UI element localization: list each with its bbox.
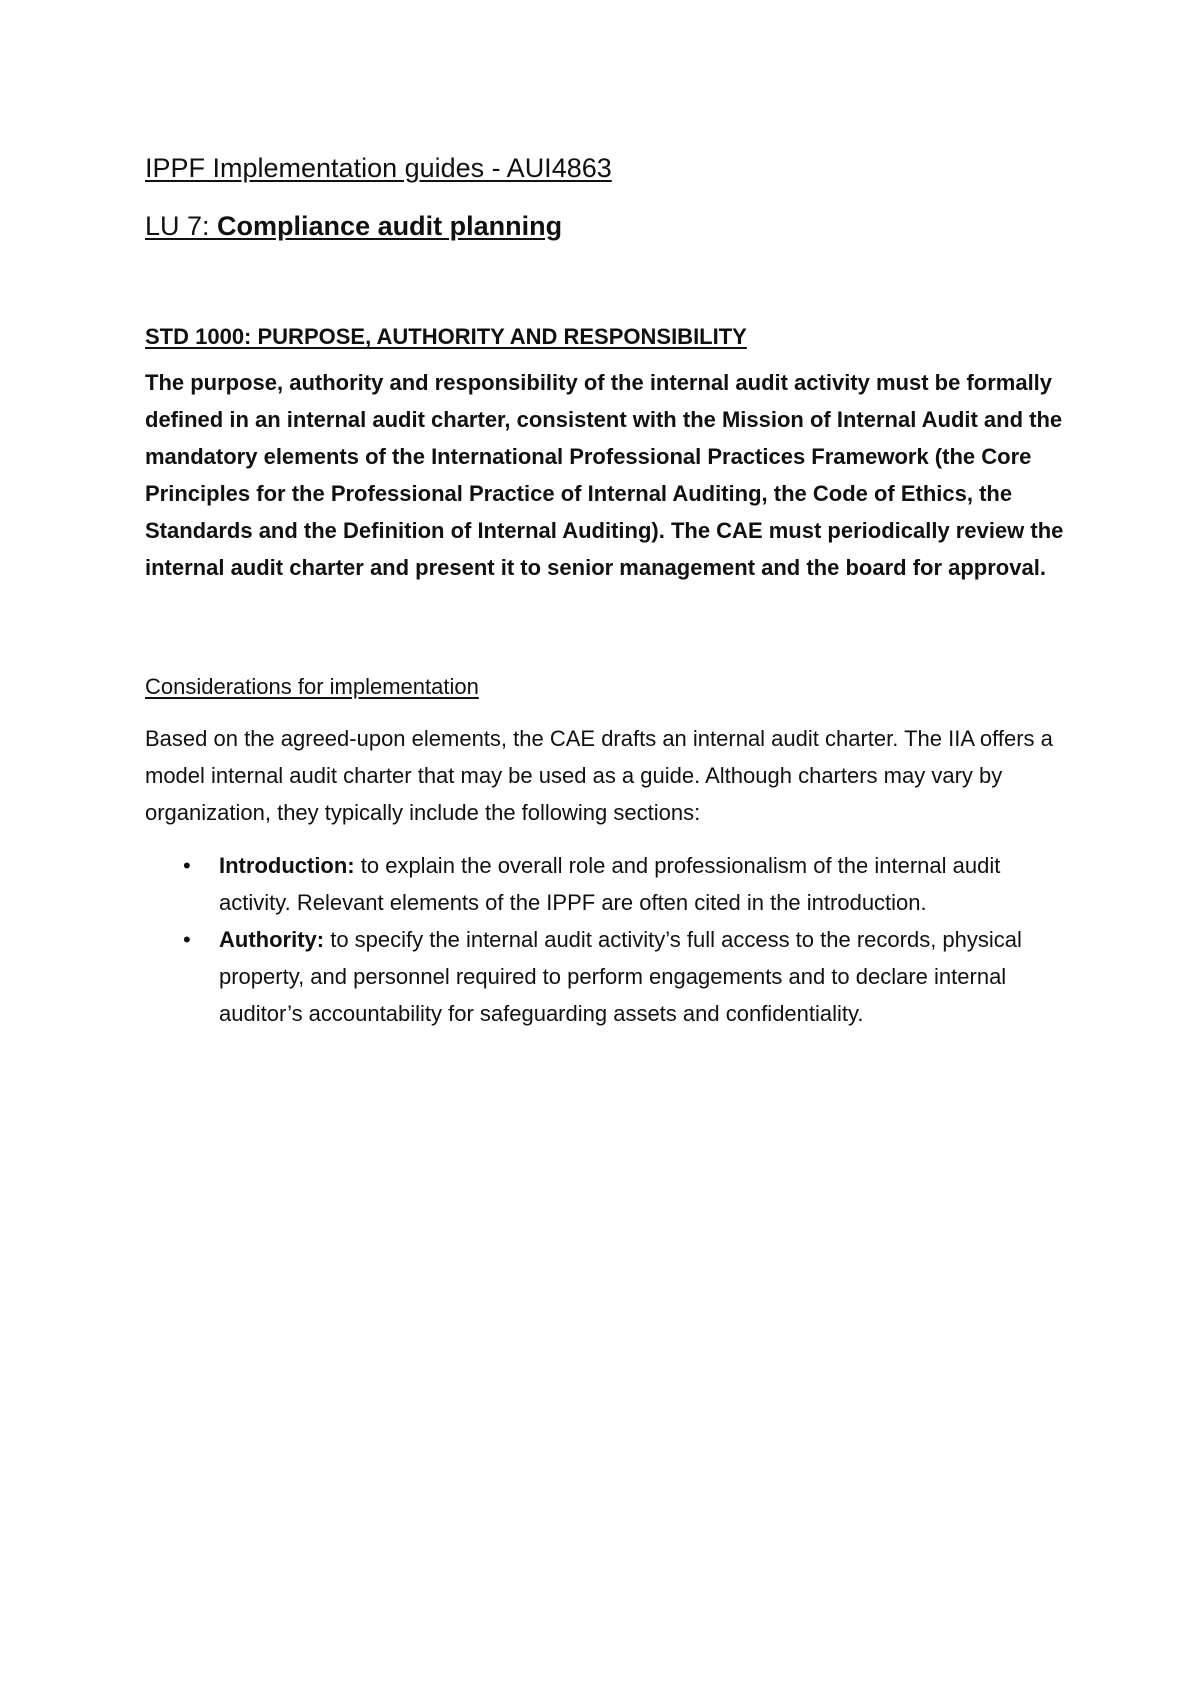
list-item-term: Introduction:: [219, 853, 355, 878]
charter-sections-list: [145, 847, 1065, 1032]
document-content: [145, 150, 1065, 1032]
list-item-text: to explain the overall role and professionalism of the internal audit activity. Relevant elements of the IPPF are often cited in the introduction.: [219, 853, 1001, 915]
standard-body: The purpose, authority and responsibility of the internal audit activity must be formally defined in an internal audit charter, consistent with the Mission of Internal Audit and the mandatory elements of the International Professional Practices Framework (the Core Principles for the Professional Practice of Internal Auditing, the Code of Ethics, the Standards and the Definition of Internal Auditing). The CAE must periodically review the internal audit charter and present it to senior management and the board for approval.: [145, 370, 1064, 580]
list-item-text: to specify the internal audit activity’s full access to the records, physical property, and personnel required to perform engagements and to declare internal auditor’s accountability for safeguarding assets and confidentiality.: [219, 927, 1022, 1026]
bullet-icon: •: [183, 853, 191, 878]
considerations-paragraph: Based on the agreed-upon elements, the CAE drafts an internal audit charter. The IIA offers a model internal audit charter that may be used as a guide. Although charters may vary by organization, they typically include the following sections:: [145, 726, 1053, 825]
bullet-icon: •: [183, 927, 191, 952]
document-title-text: IPPF Implementation guides - AUI4863: [145, 153, 612, 183]
standard-heading: STD 1000: PURPOSE, AUTHORITY AND RESPONSIBILITY: [145, 324, 747, 349]
list-item-term: Authority:: [219, 927, 325, 952]
learning-unit-prefix: LU 7:: [145, 211, 218, 241]
list-item-introduction: [145, 847, 1065, 921]
learning-unit-title: [145, 208, 1065, 244]
document-title: [145, 150, 1065, 186]
considerations-heading: Considerations for implementation: [145, 674, 479, 699]
learning-unit-name: Compliance audit planning: [217, 211, 563, 241]
list-item-authority: [145, 921, 1065, 1032]
